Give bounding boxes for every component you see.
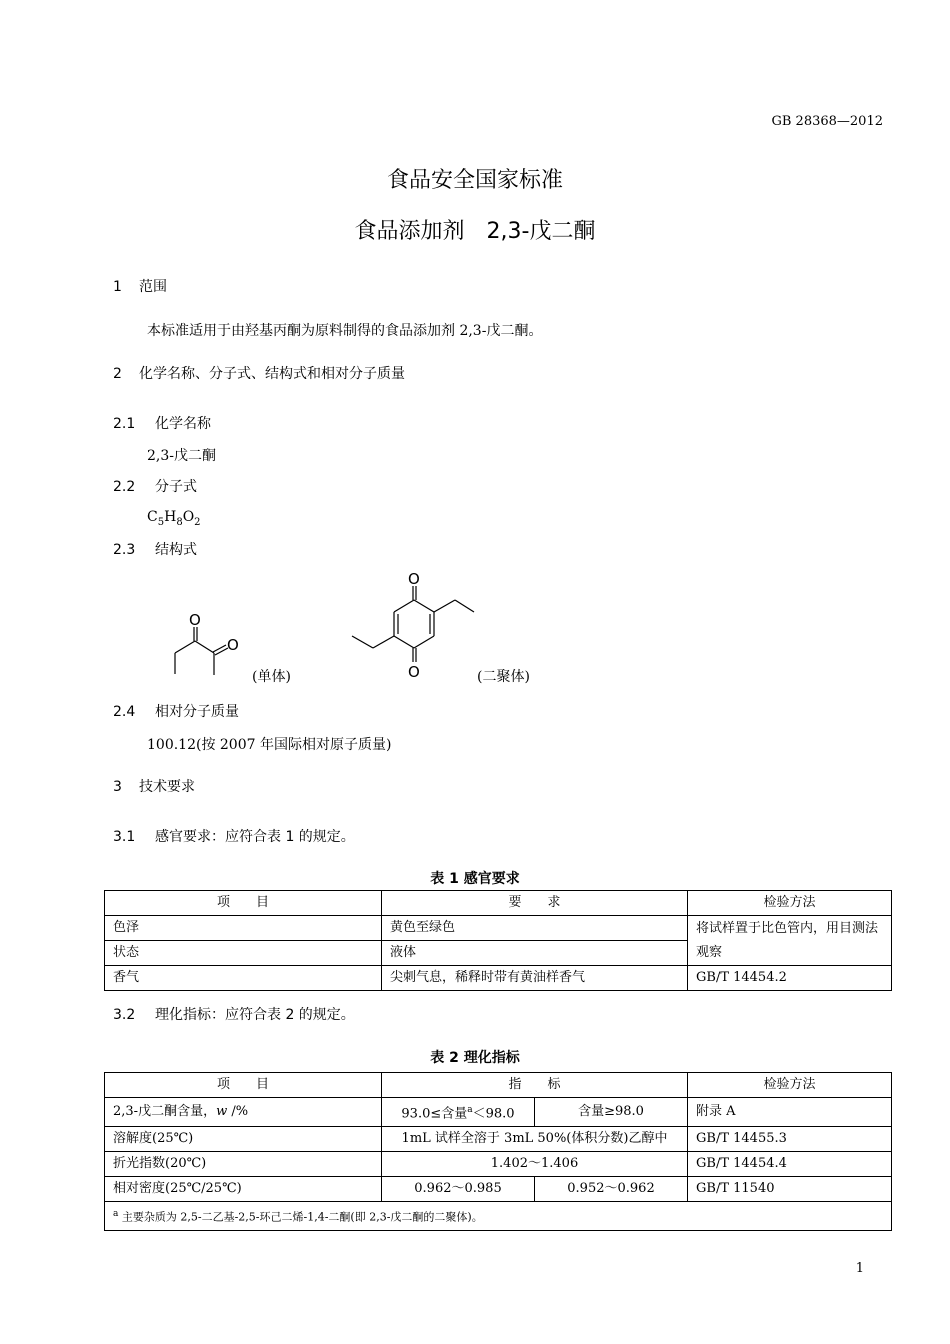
section-title: 化学名称 <box>155 416 211 432</box>
dimer-structure <box>352 586 474 662</box>
column-header: 检验方法 <box>688 891 892 916</box>
section-1-text: 本标准适用于由羟基丙酮为原料制得的食品添加剂 2,3-戊二酮。 <box>147 323 543 339</box>
table-header-row <box>105 891 892 916</box>
value-cell: 0.952～0.962 <box>535 1177 688 1202</box>
oxygen-label: O <box>408 663 420 681</box>
method-cell: 附录 A <box>688 1098 892 1127</box>
column-header: 指 标 <box>382 1073 688 1098</box>
section-3-1-heading <box>113 826 355 846</box>
page-number: 1 <box>855 1261 864 1276</box>
column-header: 项 目 <box>105 891 382 916</box>
item-cell: 色泽 <box>105 916 382 941</box>
document-subtitle: 食品添加剂 2,3-戊二酮 <box>354 219 596 244</box>
table-row <box>105 1098 892 1127</box>
dimer-label: (二聚体) <box>477 669 530 685</box>
section-number: 2.4 <box>113 704 136 720</box>
table-row <box>105 916 892 941</box>
oxygen-label: O <box>189 611 201 629</box>
value-cell: 0.962～0.985 <box>382 1177 535 1202</box>
sensory-requirements-table <box>104 890 892 991</box>
molecular-mass: 100.12(按 2007 年国际相对原子质量) <box>147 737 392 753</box>
table-header-row <box>105 1073 892 1098</box>
document-title: 食品安全国家标准 <box>386 168 563 193</box>
section-number: 1 <box>113 279 122 295</box>
monomer-label: (单体) <box>252 669 291 685</box>
section-2-2-heading <box>113 476 197 496</box>
table-row <box>105 966 892 991</box>
section-title: 分子式 <box>155 479 197 495</box>
requirement-cell: 液体 <box>382 941 688 966</box>
molecular-formula: $C_5H_8O_2$ <box>147 509 201 528</box>
section-3-2-heading <box>113 1004 355 1024</box>
section-title: 结构式 <box>155 542 197 558</box>
method-cell: GB/T 14454.2 <box>688 966 892 991</box>
table-row <box>105 1152 892 1177</box>
section-number: 3.1 <box>113 829 136 845</box>
section-number: 3.2 <box>113 1007 136 1023</box>
value-cell: 含量≥98.0 <box>535 1098 688 1127</box>
table-footnote: $^a$ 主要杂质为 2,5-二乙基-2,5-环己二烯-1,4-二酮(即 2,3-戊二酮的二聚体)。 <box>105 1202 892 1231</box>
item-cell: 相对密度(25℃/25℃) <box>105 1177 382 1202</box>
section-2-4-heading <box>113 701 239 721</box>
method-cell: GB/T 14454.4 <box>688 1152 892 1177</box>
section-title: 范围 <box>139 279 167 295</box>
section-number: 2.3 <box>113 542 136 558</box>
table-row <box>105 1177 892 1202</box>
section-number: 2.1 <box>113 416 136 432</box>
column-header: 检验方法 <box>688 1073 892 1098</box>
method-cell: GB/T 14455.3 <box>688 1127 892 1152</box>
section-title: 技术要求 <box>139 779 195 795</box>
oxygen-label: O <box>227 636 239 654</box>
section-title: 感官要求：应符合表 1 的规定。 <box>155 829 355 845</box>
section-2-3-heading <box>113 539 197 559</box>
method-cell: 将试样置于比色管内，用目测法观察 <box>688 916 892 966</box>
requirement-cell: 黄色至绿色 <box>382 916 688 941</box>
section-2-1-heading <box>113 413 211 433</box>
monomer-structure <box>175 627 228 675</box>
method-cell: GB/T 11540 <box>688 1177 892 1202</box>
section-title: 化学名称、分子式、结构式和相对分子质量 <box>139 366 405 382</box>
physicochemical-table <box>104 1072 892 1231</box>
section-3-heading <box>113 776 195 796</box>
section-2-heading <box>113 363 405 383</box>
structural-formulas <box>0 560 950 700</box>
section-number: 3 <box>113 779 122 795</box>
section-number: 2 <box>113 366 122 382</box>
table-1-caption: 表 1 感官要求 <box>430 871 520 887</box>
section-title: 理化指标：应符合表 2 的规定。 <box>155 1007 355 1023</box>
item-cell: 溶解度(25℃) <box>105 1127 382 1152</box>
table-2-caption: 表 2 理化指标 <box>430 1050 520 1066</box>
value-cell: 1.402～1.406 <box>382 1152 688 1177</box>
oxygen-label: O <box>408 570 420 588</box>
table-row <box>105 1127 892 1152</box>
section-1-heading <box>113 276 167 296</box>
column-header: 项 目 <box>105 1073 382 1098</box>
chemical-name: 2,3-戊二酮 <box>147 448 216 464</box>
value-cell: 93.0≤含量$^a$＜98.0 <box>382 1098 535 1127</box>
column-header: 要 求 <box>382 891 688 916</box>
item-cell: 状态 <box>105 941 382 966</box>
standard-number: GB 28368—2012 <box>771 114 883 129</box>
section-number: 2.2 <box>113 479 136 495</box>
requirement-cell: 尖刺气息，稀释时带有黄油样香气 <box>382 966 688 991</box>
item-cell: 2,3-戊二酮含量，w /% <box>105 1098 382 1127</box>
section-title: 相对分子质量 <box>155 704 239 720</box>
value-cell: 1mL 试样全溶于 3mL 50%(体积分数)乙醇中 <box>382 1127 688 1152</box>
item-cell: 香气 <box>105 966 382 991</box>
item-cell: 折光指数(20℃) <box>105 1152 382 1177</box>
table-footnote-row <box>105 1202 892 1231</box>
